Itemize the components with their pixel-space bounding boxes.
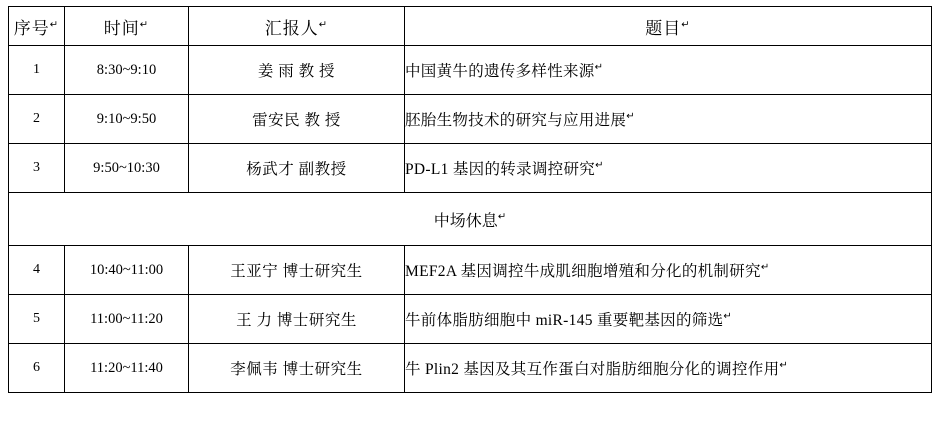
cell-time: 9:10~9:50 (65, 95, 189, 144)
break-label: 中场休息 (433, 212, 498, 230)
cell-speaker: 李佩韦 博士研究生 (189, 344, 405, 393)
column-header-no-label: 序号 (13, 18, 50, 38)
cell-no: 1 (9, 46, 65, 95)
table-row (9, 95, 932, 144)
pilcrow-mark: ↵ (594, 61, 604, 73)
cell-speaker: 王亚宁 博士研究生 (189, 246, 405, 295)
agenda-table (8, 6, 932, 393)
pilcrow-mark: ↵ (497, 211, 507, 223)
cell-title (405, 144, 932, 193)
pilcrow-mark: ↵ (139, 18, 150, 30)
cell-no: 3 (9, 144, 65, 193)
table-row (9, 46, 932, 95)
cell-no: 4 (9, 246, 65, 295)
cell-title (405, 295, 932, 344)
cell-title-text: MEF2A 基因调控牛成肌细胞增殖和分化的机制研究 (405, 263, 761, 280)
cell-break (9, 193, 932, 246)
cell-no: 2 (9, 95, 65, 144)
table-row (9, 246, 932, 295)
cell-title-text: PD-L1 基因的转录调控研究 (405, 161, 596, 178)
cell-title (405, 246, 932, 295)
cell-no: 5 (9, 295, 65, 344)
cell-speaker: 王 力 博士研究生 (189, 295, 405, 344)
table-row (9, 344, 932, 393)
pilcrow-mark: ↵ (681, 18, 691, 30)
cell-time: 11:20~11:40 (65, 344, 189, 393)
cell-title (405, 46, 932, 95)
column-header-time-label: 时间 (103, 18, 140, 38)
cell-title-text: 胚胎生物技术的研究与应用进展 (405, 112, 627, 129)
cell-title-text: 中国黄牛的遗传多样性来源 (405, 63, 595, 80)
pilcrow-mark: ↵ (318, 18, 329, 30)
cell-time: 8:30~9:10 (65, 46, 189, 95)
cell-title (405, 95, 932, 144)
column-header-speaker (189, 7, 405, 46)
column-header-speaker-label: 汇报人 (264, 18, 319, 38)
table-row (9, 295, 932, 344)
column-header-title-label: 题目 (645, 18, 682, 38)
pilcrow-mark: ↵ (595, 159, 604, 171)
table-header-row (9, 7, 932, 46)
pilcrow-mark: ↵ (779, 359, 789, 371)
cell-title-text: 牛前体脂肪细胞中 miR-145 重要靶基因的筛选 (405, 312, 724, 329)
cell-title-text: 牛 Plin2 基因及其互作蛋白对脂肪细胞分化的调控作用 (405, 361, 780, 378)
cell-time: 9:50~10:30 (65, 144, 189, 193)
cell-time: 10:40~11:00 (65, 246, 189, 295)
pilcrow-mark: ↵ (723, 310, 733, 322)
cell-no: 6 (9, 344, 65, 393)
cell-time: 11:00~11:20 (65, 295, 189, 344)
column-header-no (9, 7, 65, 46)
column-header-title (405, 7, 932, 46)
cell-speaker: 雷安民 教 授 (189, 95, 405, 144)
pilcrow-mark: ↵ (626, 110, 635, 122)
pilcrow-mark: ↵ (760, 261, 770, 273)
table-row (9, 144, 932, 193)
cell-speaker: 杨武才 副教授 (189, 144, 405, 193)
cell-title (405, 344, 932, 393)
cell-speaker: 姜 雨 教 授 (189, 46, 405, 95)
column-header-time (65, 7, 189, 46)
pilcrow-mark: ↵ (49, 18, 60, 30)
table-row-break (9, 193, 932, 246)
